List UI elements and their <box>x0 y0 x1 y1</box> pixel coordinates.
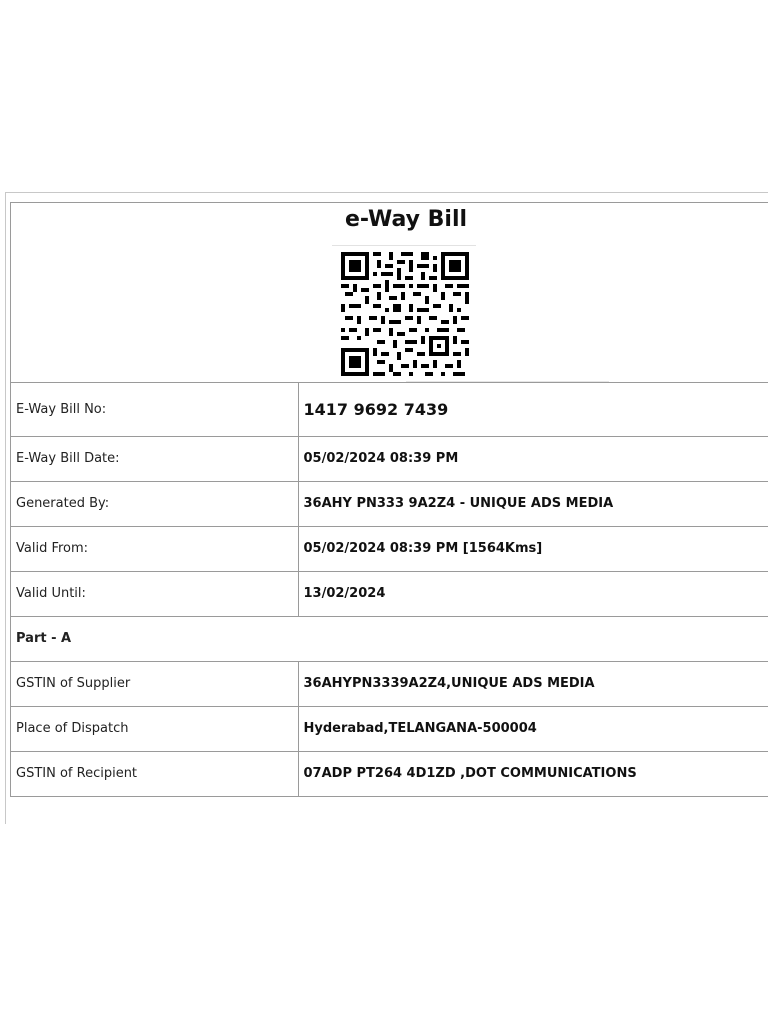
generated-by-label: Generated By: <box>11 481 298 526</box>
table-row <box>11 751 768 796</box>
table-row <box>11 661 768 706</box>
gstin-supplier-label: GSTIN of Supplier <box>11 661 298 706</box>
table-row <box>11 616 768 661</box>
qr-code-container <box>332 245 476 379</box>
gstin-recipient-value: 07ADP PT264 4D1ZD ,DOT COMMUNICATIONS <box>298 751 768 796</box>
place-of-dispatch-label: Place of Dispatch <box>11 706 298 751</box>
generated-by-value: 36AHY PN333 9A2Z4 - UNIQUE ADS MEDIA <box>298 481 768 526</box>
bill-details-table <box>11 383 768 797</box>
valid-from-value: 05/02/2024 08:39 PM [1564Kms] <box>298 526 768 571</box>
table-row <box>11 436 768 481</box>
part-a-heading: Part - A <box>11 616 768 661</box>
gstin-supplier-value: 36AHYPN3339A2Z4,UNIQUE ADS MEDIA <box>298 661 768 706</box>
eway-bill-no-label: E-Way Bill No: <box>11 383 298 436</box>
table-row <box>11 383 768 436</box>
place-of-dispatch-value: Hyderabad,TELANGANA-500004 <box>298 706 768 751</box>
qr-code-icon <box>341 252 469 376</box>
valid-from-label: Valid From: <box>11 526 298 571</box>
page-title: e-Way Bill <box>344 207 468 232</box>
eway-bill-no-value: 1417 9692 7439 <box>298 383 768 436</box>
header-divider <box>406 381 609 382</box>
table-row <box>11 481 768 526</box>
eway-bill-date-value: 05/02/2024 08:39 PM <box>298 436 768 481</box>
bill-header <box>11 203 768 383</box>
table-row <box>11 571 768 616</box>
gstin-recipient-label: GSTIN of Recipient <box>11 751 298 796</box>
eway-bill-date-label: E-Way Bill Date: <box>11 436 298 481</box>
valid-until-value: 13/02/2024 <box>298 571 768 616</box>
valid-until-label: Valid Until: <box>11 571 298 616</box>
table-row <box>11 706 768 751</box>
table-row <box>11 526 768 571</box>
eway-bill-document <box>10 202 768 797</box>
